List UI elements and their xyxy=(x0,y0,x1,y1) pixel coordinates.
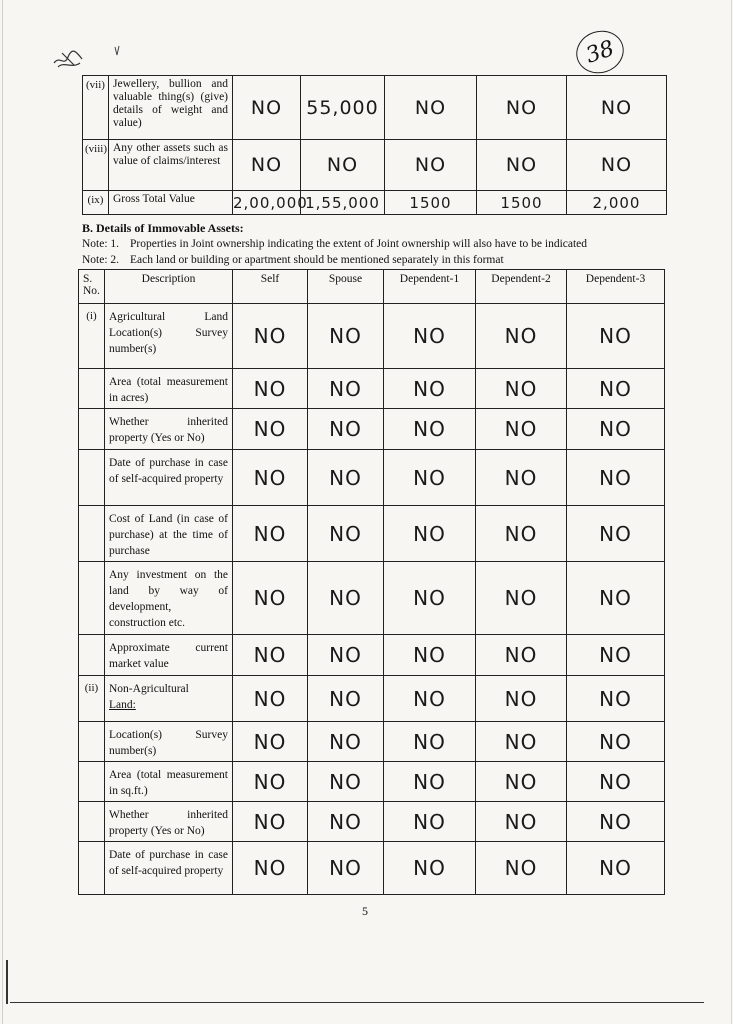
value-spouse: NO xyxy=(301,140,385,191)
scribble-mark xyxy=(52,45,86,71)
row-description: Whether inherited property (Yes or No) xyxy=(105,802,233,842)
value-dependent-1: NO xyxy=(384,762,476,802)
value-dependent-3: NO xyxy=(567,450,665,506)
value-dependent-3: NO xyxy=(567,802,665,842)
value-spouse: NO xyxy=(308,369,384,409)
note-2 xyxy=(82,254,504,266)
value-dependent-2: NO xyxy=(476,802,567,842)
row-number xyxy=(79,635,105,676)
note-1-text: Properties in Joint ownership indicating the extent of Joint ownership will also have to be indicated xyxy=(130,238,588,250)
value-dependent-3: NO xyxy=(567,762,665,802)
row-number: (viii) xyxy=(83,140,109,191)
immovable-assets-table xyxy=(78,269,665,895)
value-dependent-2: NO xyxy=(476,450,567,506)
value-dependent-3: NO xyxy=(567,506,665,562)
table-row xyxy=(79,369,665,409)
table-row xyxy=(79,409,665,450)
margin-mark xyxy=(6,960,8,1004)
row-description: Any investment on the land by way of development, construction etc. xyxy=(105,562,233,635)
row-description: Date of purchase in case of self-acquired property xyxy=(105,450,233,506)
header-spouse: Spouse xyxy=(308,270,384,304)
value-dependent-1: NO xyxy=(384,722,476,762)
value-dependent-1: NO xyxy=(384,304,476,369)
value-dependent-3: NO xyxy=(567,676,665,722)
value-dependent-2: NO xyxy=(476,304,567,369)
note-2-label: Note: 2. xyxy=(82,254,120,266)
value-dependent-1: NO xyxy=(384,802,476,842)
value-dependent-3: NO xyxy=(567,76,667,140)
row-number: (i) xyxy=(79,304,105,369)
row-number xyxy=(79,369,105,409)
row-description: Area (total measurement in sq.ft.) xyxy=(105,762,233,802)
row-description: Approximate current market value xyxy=(105,635,233,676)
value-spouse: NO xyxy=(308,722,384,762)
value-dependent-2: NO xyxy=(477,76,567,140)
value-spouse: NO xyxy=(308,450,384,506)
page-edge-left xyxy=(2,0,3,1024)
value-dependent-1: NO xyxy=(384,450,476,506)
header-dependent-3: Dependent-3 xyxy=(567,270,665,304)
table-row xyxy=(83,191,667,215)
value-spouse: NO xyxy=(308,635,384,676)
header-sno: S. No. xyxy=(79,270,105,304)
value-self: NO xyxy=(233,76,301,140)
row-description-line-2: Land: xyxy=(109,699,136,711)
table-row xyxy=(79,842,665,895)
movable-assets-table xyxy=(82,75,667,215)
row-number: (vii) xyxy=(83,76,109,140)
row-number xyxy=(79,802,105,842)
table-row xyxy=(83,140,667,191)
value-spouse: NO xyxy=(308,409,384,450)
page-marker-text: 38 xyxy=(582,35,618,69)
value-self: NO xyxy=(233,506,308,562)
row-number xyxy=(79,450,105,506)
value-dependent-1: 1500 xyxy=(385,191,477,215)
value-self: NO xyxy=(233,802,308,842)
value-spouse: NO xyxy=(308,762,384,802)
value-dependent-1: NO xyxy=(384,676,476,722)
table-row xyxy=(79,562,665,635)
value-dependent-1: NO xyxy=(384,506,476,562)
value-self: NO xyxy=(233,635,308,676)
value-self: NO xyxy=(233,140,301,191)
row-description: Whether inherited property (Yes or No) xyxy=(105,409,233,450)
note-1-label: Note: 1. xyxy=(82,238,120,250)
header-description: Description xyxy=(105,270,233,304)
value-self: NO xyxy=(233,562,308,635)
row-description: Any other assets such as value of claims/interest xyxy=(109,140,233,191)
row-description: Agricultural Land Location(s) Survey number(s) xyxy=(105,304,233,369)
header-row xyxy=(79,270,665,304)
table-row xyxy=(79,722,665,762)
value-dependent-3: NO xyxy=(567,722,665,762)
row-description: Jewellery, bullion and valuable thing(s) (give) details of weight and value) xyxy=(109,76,233,140)
value-dependent-2: NO xyxy=(476,762,567,802)
tick-mark xyxy=(114,45,120,57)
value-dependent-1: NO xyxy=(384,562,476,635)
value-spouse: NO xyxy=(308,562,384,635)
value-spouse: NO xyxy=(308,304,384,369)
row-number xyxy=(79,762,105,802)
value-spouse: 55,000 xyxy=(301,76,385,140)
row-description: Cost of Land (in case of purchase) at the time of purchase xyxy=(105,506,233,562)
value-spouse: NO xyxy=(308,802,384,842)
table-row xyxy=(79,506,665,562)
note-1 xyxy=(82,238,587,250)
value-dependent-3: 2,000 xyxy=(567,191,667,215)
value-dependent-3: NO xyxy=(567,140,667,191)
value-dependent-2: NO xyxy=(476,506,567,562)
row-description: Location(s) Survey number(s) xyxy=(105,722,233,762)
table-row xyxy=(79,802,665,842)
value-self: 2,00,000 xyxy=(233,191,301,215)
value-dependent-2: NO xyxy=(476,369,567,409)
row-number xyxy=(79,842,105,895)
value-self: NO xyxy=(233,369,308,409)
table-row xyxy=(79,304,665,369)
value-dependent-1: NO xyxy=(384,409,476,450)
value-dependent-3: NO xyxy=(567,304,665,369)
row-number xyxy=(79,409,105,450)
header-self: Self xyxy=(233,270,308,304)
page-marker-stamp xyxy=(571,25,630,80)
value-dependent-1: NO xyxy=(384,635,476,676)
value-spouse: NO xyxy=(308,842,384,895)
value-dependent-2: NO xyxy=(476,635,567,676)
value-spouse: 1,55,000 xyxy=(301,191,385,215)
table-row xyxy=(79,450,665,506)
value-dependent-2: NO xyxy=(476,409,567,450)
value-self: NO xyxy=(233,762,308,802)
row-number xyxy=(79,562,105,635)
table-row xyxy=(83,76,667,140)
row-number: (ix) xyxy=(83,191,109,215)
value-dependent-1: NO xyxy=(384,369,476,409)
header-dependent-1: Dependent-1 xyxy=(384,270,476,304)
value-dependent-1: NO xyxy=(385,140,477,191)
value-dependent-2: NO xyxy=(476,722,567,762)
row-description xyxy=(105,676,233,722)
note-2-text: Each land or building or apartment should be mentioned separately in this format xyxy=(130,254,504,266)
value-spouse: NO xyxy=(308,676,384,722)
table-row xyxy=(79,676,665,722)
value-self: NO xyxy=(233,722,308,762)
table-row xyxy=(79,635,665,676)
header-dependent-2: Dependent-2 xyxy=(476,270,567,304)
row-number xyxy=(79,722,105,762)
table-row xyxy=(79,762,665,802)
value-spouse: NO xyxy=(308,506,384,562)
value-dependent-2: NO xyxy=(476,676,567,722)
value-dependent-1: NO xyxy=(385,76,477,140)
row-description: Gross Total Value xyxy=(109,191,233,215)
value-self: NO xyxy=(233,842,308,895)
value-self: NO xyxy=(233,676,308,722)
value-dependent-2: NO xyxy=(476,842,567,895)
value-self: NO xyxy=(233,450,308,506)
value-dependent-2: NO xyxy=(476,562,567,635)
page-edge-right xyxy=(731,0,732,1024)
value-dependent-3: NO xyxy=(567,409,665,450)
row-description: Area (total measurement in acres) xyxy=(105,369,233,409)
value-dependent-3: NO xyxy=(567,635,665,676)
bottom-rule xyxy=(10,1002,704,1003)
value-dependent-3: NO xyxy=(567,562,665,635)
value-dependent-3: NO xyxy=(567,842,665,895)
value-self: NO xyxy=(233,304,308,369)
value-dependent-2: 1500 xyxy=(477,191,567,215)
value-dependent-3: NO xyxy=(567,369,665,409)
value-dependent-1: NO xyxy=(384,842,476,895)
row-number xyxy=(79,506,105,562)
page-number: 5 xyxy=(362,904,368,918)
row-number: (ii) xyxy=(79,676,105,722)
row-description-line-1: Non-Agricultural xyxy=(109,683,189,695)
row-description: Date of purchase in case of self-acquired property xyxy=(105,842,233,895)
section-title: B. Details of Immovable Assets: xyxy=(82,221,244,235)
value-self: NO xyxy=(233,409,308,450)
value-dependent-2: NO xyxy=(477,140,567,191)
